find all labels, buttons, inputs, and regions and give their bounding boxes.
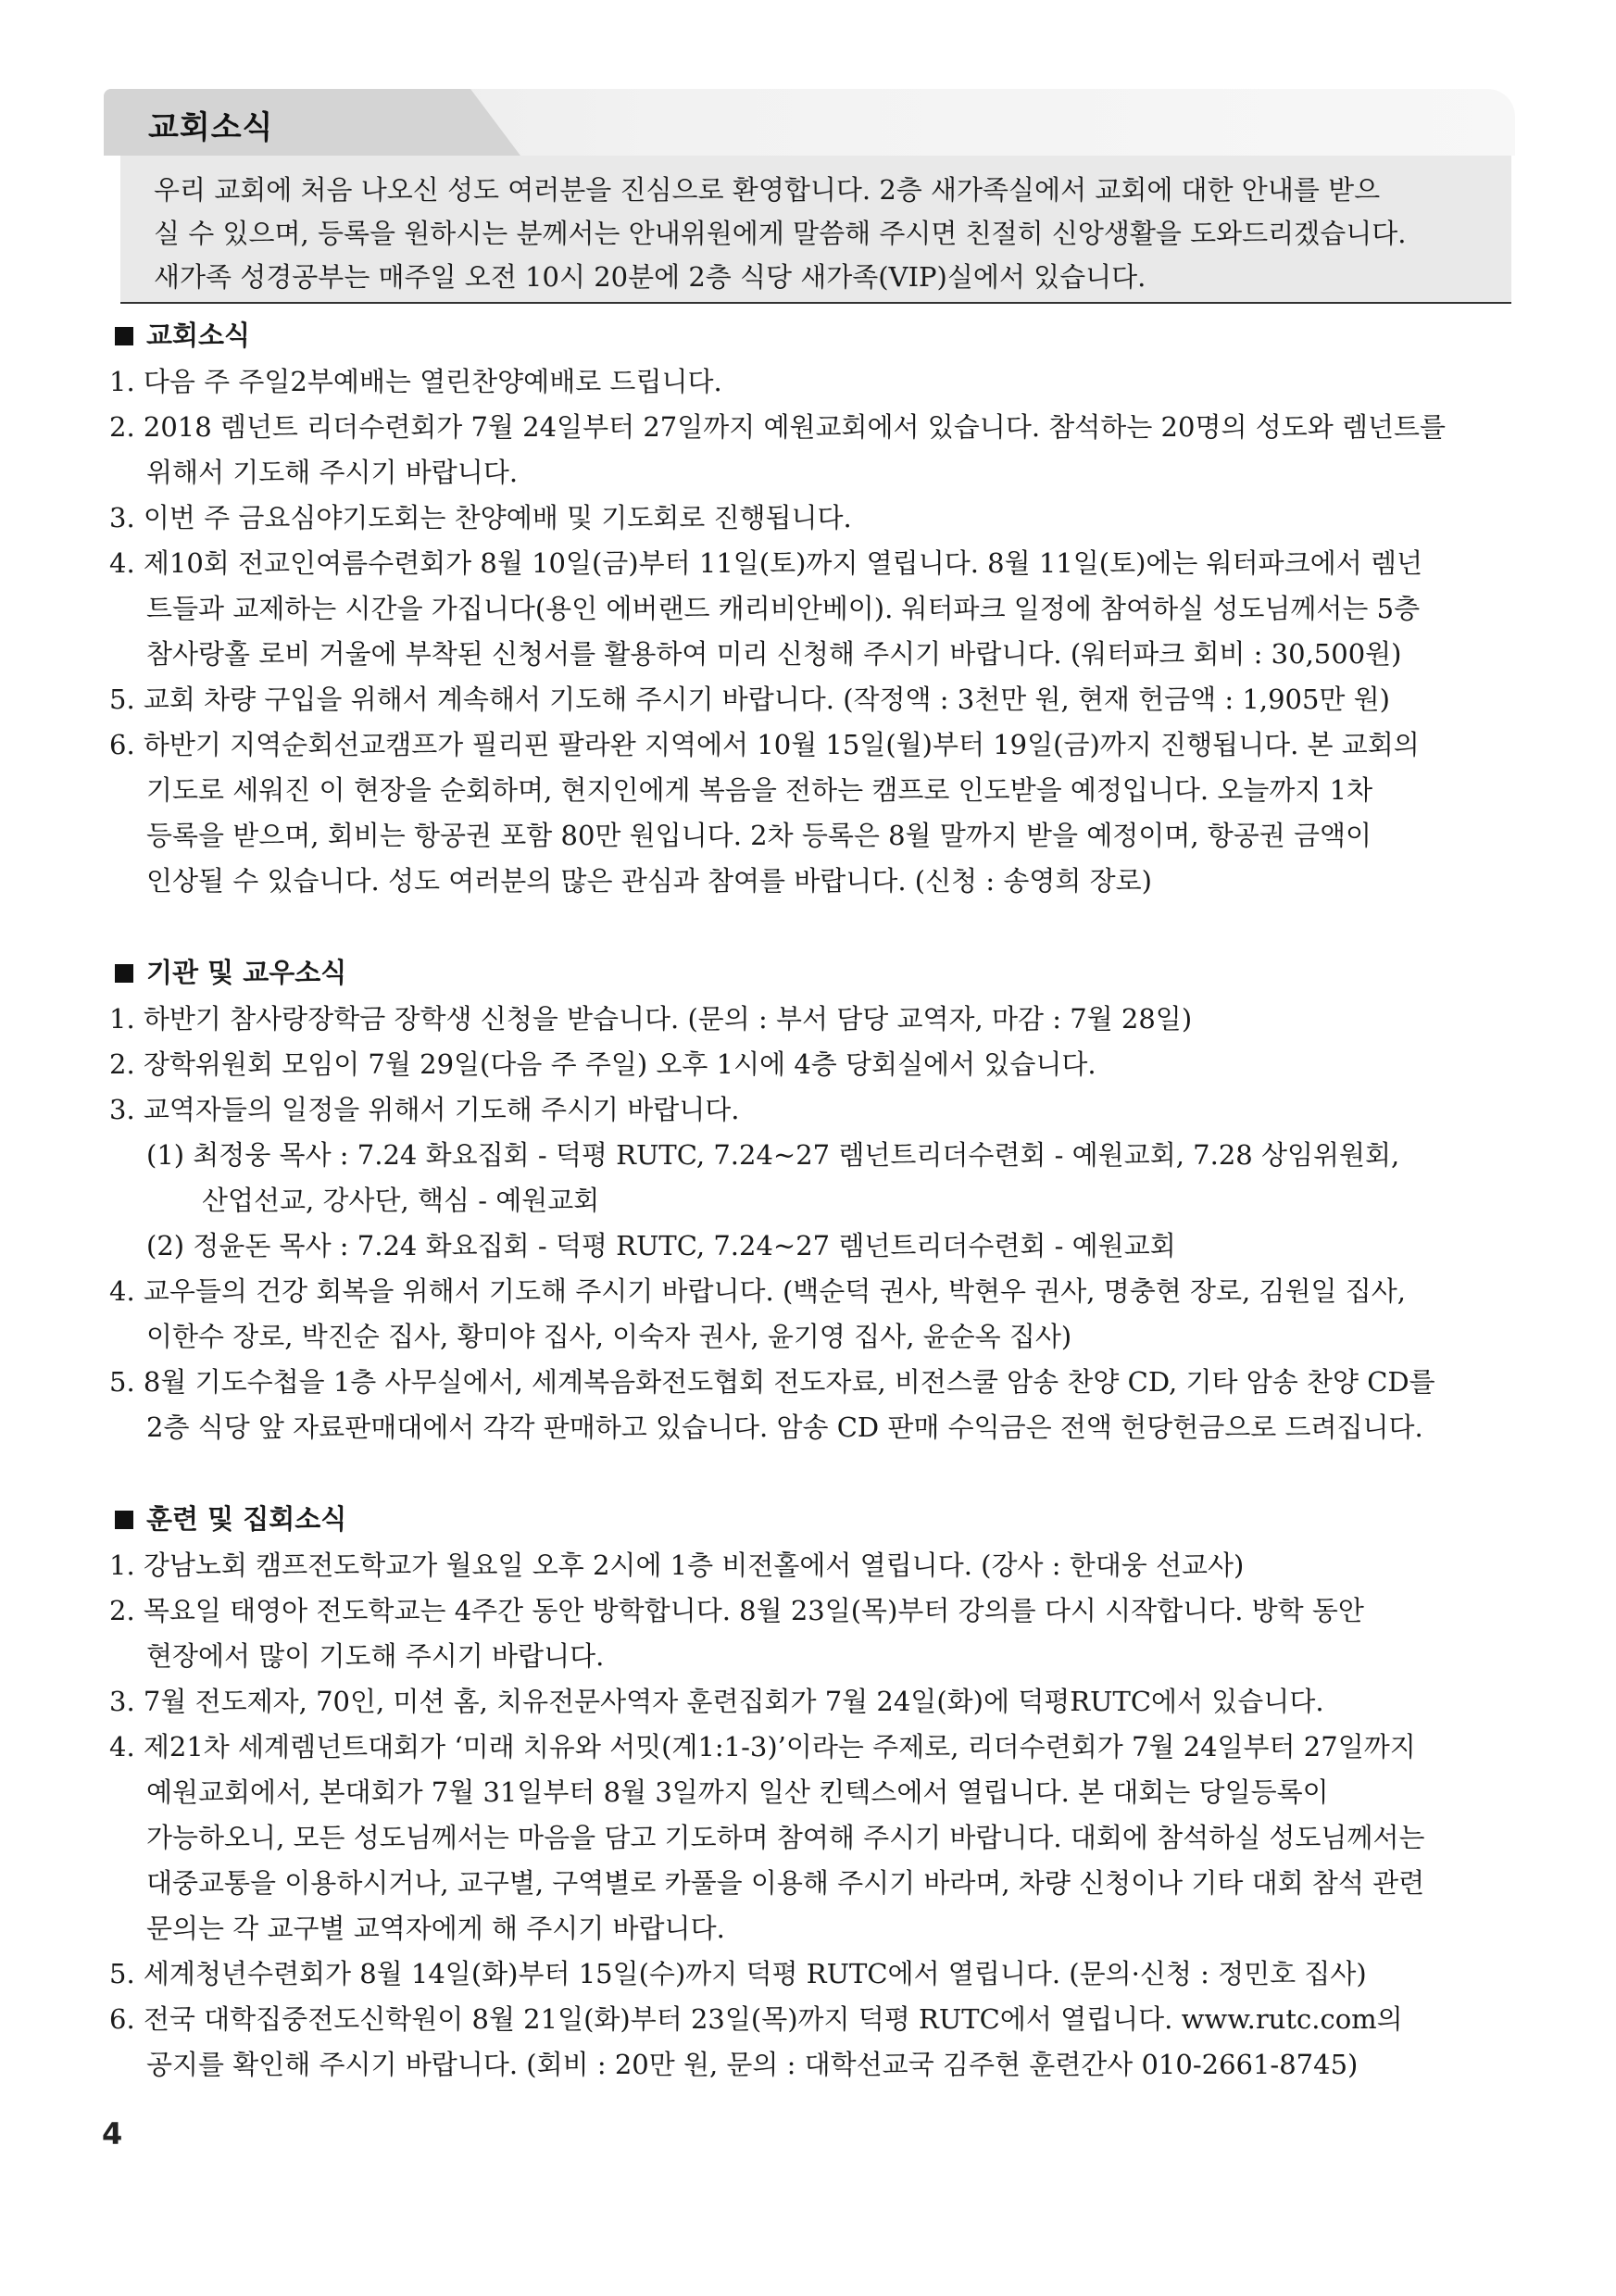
section-header xyxy=(104,89,1515,156)
welcome-box xyxy=(120,156,1511,304)
list-item: 5. 교회 차량 구입을 위해서 계속해서 기도해 주시기 바랍니다. (작정액 : 3천만 원, 현재 헌금액 : 1,905만 원) xyxy=(109,684,1390,715)
list-item: 5. 8월 기도수첩을 1층 사무실에서, 세계복음화전도협회 전도자료, 비전스쿨 암송 찬양 CD, 기타 암송 찬양 CD를 xyxy=(109,1366,1435,1398)
list-item: 3. 7월 전도제자, 70인, 미션 홈, 치유전문사역자 훈련집회가 7월 24일(화)에 덕평RUTC에서 있습니다. xyxy=(109,1686,1324,1717)
list-item: 2. 목요일 태영아 전도학교는 4주간 동안 방학합니다. 8월 23일(목)부터 강의를 다시 시작합니다. 방학 동안 xyxy=(109,1595,1364,1626)
list-item: 2. 2018 렘넌트 리더수련회가 7월 24일부터 27일까지 예원교회에서 있습니다. 참석하는 20명의 성도와 렘넌트를 xyxy=(109,411,1447,443)
square-bullet-icon xyxy=(115,964,133,983)
sub-list-item-continuation: 산업선교, 강사단, 핵심 - 예원교회 xyxy=(202,1185,600,1216)
list-item-continuation: 공지를 확인해 주시기 바랍니다. (회비 : 20만 원, 문의 : 대학선교국 김주현 훈련간사 010-2661-8745) xyxy=(146,2049,1359,2080)
list-item: 1. 하반기 참사랑장학금 장학생 신청을 받습니다. (문의 : 부서 담당 교역자, 마감 : 7월 28일) xyxy=(109,1003,1193,1035)
list-item: 4. 교우들의 건강 회복을 위해서 기도해 주시기 바랍니다. (백순덕 권사, 박현우 권사, 명충현 장로, 김원일 집사, xyxy=(109,1275,1406,1307)
page-title: 교회소식 xyxy=(148,109,274,146)
list-item-continuation: 문의는 각 교구별 교역자에게 해 주시기 바랍니다. xyxy=(146,1913,725,1944)
list-item-continuation: 예원교회에서, 본대회가 7월 31일부터 8월 3일까지 일산 킨텍스에서 열립니다. 본 대회는 당일등록이 xyxy=(146,1776,1329,1808)
list-item: 4. 제21차 세계렘넌트대회가 ‘미래 치유와 서밋(계1:1-3)’이라는 주제로, 리더수련회가 7월 24일부터 27일까지 xyxy=(109,1731,1416,1763)
list-item-continuation: 인상될 수 있습니다. 성도 여러분의 많은 관심과 참여를 바랍니다. (신청 : 송영희 장로) xyxy=(146,865,1152,897)
list-item-continuation: 가능하오니, 모든 성도님께서는 마음을 담고 기도하며 참여해 주시기 바랍니다. 대회에 참석하실 성도님께서는 xyxy=(146,1822,1425,1853)
list-item-continuation: 위해서 기도해 주시기 바랍니다. xyxy=(146,457,519,488)
list-item-continuation: 등록을 받으며, 회비는 항공권 포함 80만 원입니다. 2차 등록은 8월 말까지 받을 예정이며, 항공권 금액이 xyxy=(146,820,1372,851)
list-item: 4. 제10회 전교인여름수련회가 8월 10일(금)부터 11일(토)까지 열립니다. 8월 11일(토)에는 워터파크에서 렘넌 xyxy=(109,547,1422,579)
list-item: 1. 강남노회 캠프전도학교가 월요일 오후 2시에 1층 비전홀에서 열립니다. (강사 : 한대웅 선교사) xyxy=(109,1549,1245,1581)
list-item-continuation: 2층 식당 앞 자료판매대에서 각각 판매하고 있습니다. 암송 CD 판매 수익금은 전액 헌당헌금으로 드려집니다. xyxy=(146,1411,1423,1443)
welcome-line: 실 수 있으며, 등록을 원하시는 분께서는 안내위원에게 말씀해 주시면 친절히 신앙생활을 도와드리겠습니다. xyxy=(154,218,1407,249)
list-item: 1. 다음 주 주일2부예배는 열린찬양예배로 드립니다. xyxy=(109,366,722,397)
sub-list-item: (2) 정윤돈 목사 : 7.24 화요집회 - 덕평 RUTC, 7.24~27 렘넌트리더수련회 - 예원교회 xyxy=(146,1230,1176,1261)
square-bullet-icon xyxy=(115,1511,133,1529)
list-item-continuation: 이한수 장로, 박진순 집사, 황미야 집사, 이숙자 권사, 윤기영 집사, 윤순옥 집사) xyxy=(146,1321,1072,1352)
list-item-continuation: 트들과 교제하는 시간을 가집니다(용인 에버랜드 캐리비안베이). 워터파크 일정에 참여하실 성도님께서는 5층 xyxy=(146,593,1421,624)
list-item-continuation: 대중교통을 이용하시거나, 교구별, 구역별로 카풀을 이용해 주시기 바라며, 차량 신청이나 기타 대회 참석 관련 xyxy=(146,1867,1425,1899)
section-title-church-news: 교회소식 xyxy=(115,311,1517,359)
section-title-organization-news: 기관 및 교우소식 xyxy=(115,948,1517,997)
welcome-line: 새가족 성경공부는 매주일 오전 10시 20분에 2층 식당 새가족(VIP)실에서 있습니다. xyxy=(154,261,1146,293)
list-item-continuation: 참사랑홀 로비 거울에 부착된 신청서를 활용하여 미리 신청해 주시기 바랍니다. (워터파크 회비 : 30,500원) xyxy=(146,638,1402,670)
page-number: 4 xyxy=(102,2116,123,2152)
sub-list-item: (1) 최정웅 목사 : 7.24 화요집회 - 덕평 RUTC, 7.24~27 렘넌트리더수련회 - 예원교회, 7.28 상임위원회, xyxy=(146,1139,1400,1171)
list-item-continuation: 기도로 세워진 이 현장을 순회하며, 현지인에게 복음을 전하는 캠프로 인도받을 예정입니다. 오늘까지 1차 xyxy=(146,774,1373,806)
list-item: 5. 세계청년수련회가 8월 14일(화)부터 15일(수)까지 덕평 RUTC에서 열립니다. (문의·신청 : 정민호 집사) xyxy=(109,1958,1367,1989)
list-item: 3. 교역자들의 일정을 위해서 기도해 주시기 바랍니다. xyxy=(109,1094,740,1125)
list-item-continuation: 현장에서 많이 기도해 주시기 바랍니다. xyxy=(146,1640,605,1672)
list-item: 6. 전국 대학집중전도신학원이 8월 21일(화)부터 23일(목)까지 덕평 RUTC에서 열립니다. www.rutc.com의 xyxy=(109,2003,1403,2035)
welcome-line: 우리 교회에 처음 나오신 성도 여러분을 진심으로 환영합니다. 2층 새가족실에서 교회에 대한 안내를 받으 xyxy=(154,174,1381,206)
news-content xyxy=(109,311,1517,2088)
square-bullet-icon xyxy=(115,327,133,345)
list-item: 6. 하반기 지역순회선교캠프가 필리핀 팔라완 지역에서 10월 15일(월)부터 19일(금)까지 진행됩니다. 본 교회의 xyxy=(109,729,1420,760)
section-title-training-news: 훈련 및 집회소식 xyxy=(115,1495,1517,1543)
list-item: 3. 이번 주 금요심야기도회는 찬양예배 및 기도회로 진행됩니다. xyxy=(109,502,852,533)
list-item: 2. 장학위원회 모임이 7월 29일(다음 주 주일) 오후 1시에 4층 당회실에서 있습니다. xyxy=(109,1048,1096,1080)
